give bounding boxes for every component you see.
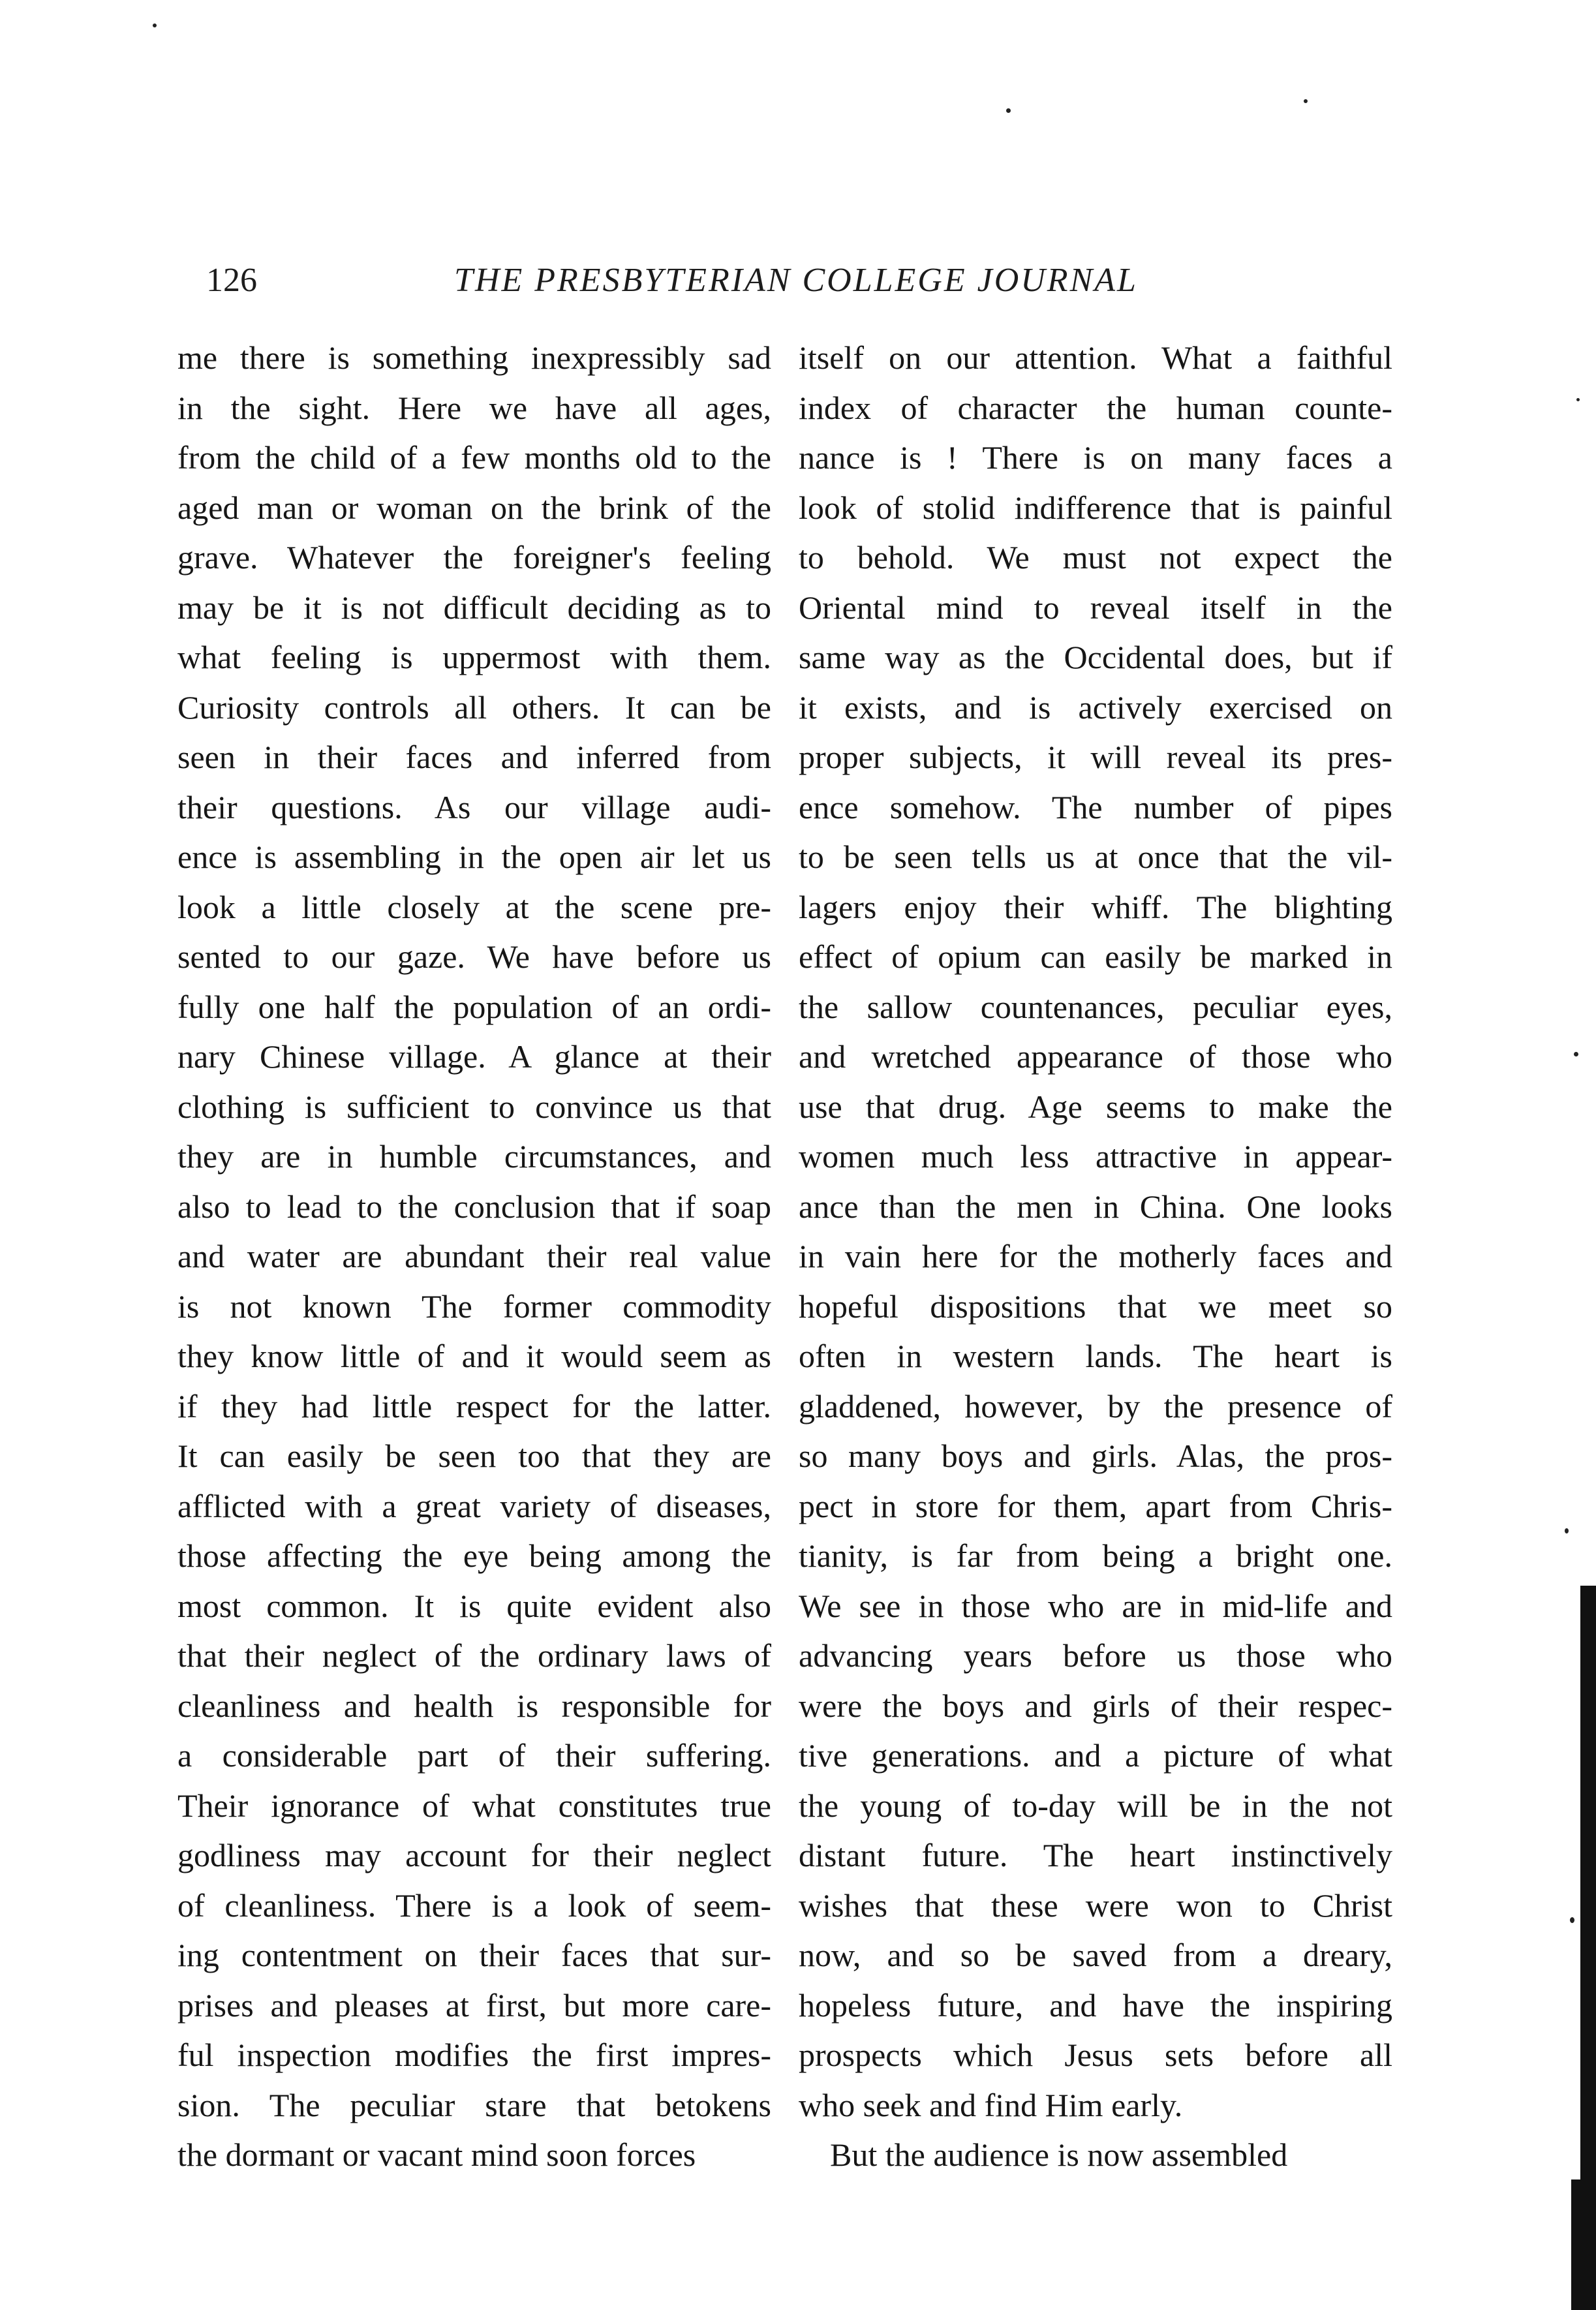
text-line: aged man or woman on the brink of the <box>177 489 771 526</box>
right-text-column <box>799 333 1392 2180</box>
text-line: Curiosity controls all others. It can be <box>177 688 771 726</box>
text-line: so many boys and girls. Alas, the pros- <box>799 1438 1392 1474</box>
text-line: their questions. As our village audi- <box>177 788 771 825</box>
text-line: nary Chinese village. A glance at their <box>177 1038 771 1075</box>
text-line: ful inspection modifies the first impres- <box>177 2037 771 2073</box>
text-line: index of character the human counte- <box>799 389 1392 426</box>
text-line: tianity, is far from being a bright one. <box>799 1537 1392 1574</box>
text-line: also to lead to the conclusion that if soap <box>177 1188 771 1225</box>
text-line: We see in those who are in mid-life and <box>799 1587 1392 1624</box>
text-line: sion. The peculiar stare that betokens <box>177 2086 771 2123</box>
text-line: tive generations. and a picture of what <box>799 1737 1392 1774</box>
scan-speck <box>1574 1052 1578 1056</box>
text-line: ing contentment on their faces that sur- <box>177 1937 771 1973</box>
scan-speck <box>153 23 157 27</box>
text-line: if they had little respect for the latter. <box>177 1387 771 1424</box>
text-line: ence somehow. The number of pipes <box>799 788 1392 825</box>
scan-edge-bar <box>1580 1586 1596 2310</box>
text-line: in vain here for the motherly faces and <box>799 1238 1392 1274</box>
scan-speck <box>1304 99 1308 103</box>
text-line: who seek and find Him early. <box>799 2086 1183 2123</box>
text-line: proper subjects, it will reveal its pres- <box>799 739 1392 775</box>
text-line: effect of opium can easily be marked in <box>799 938 1392 975</box>
text-line: same way as the Occidental does, but if <box>799 639 1392 675</box>
text-line: wishes that these were won to Christ <box>799 1886 1392 1924</box>
text-line: they are in humble circumstances, and <box>177 1138 771 1175</box>
text-line: pect in store for them, apart from Chris- <box>799 1487 1392 1524</box>
text-line: now, and so be saved from a dreary, <box>799 1937 1392 1973</box>
text-line: women much less attractive in appear- <box>799 1138 1392 1175</box>
text-line: it exists, and is actively exercised on <box>799 688 1392 726</box>
text-line: may be it is not difficult deciding as to <box>177 589 771 626</box>
text-line: they know little of and it would seem as <box>177 1338 771 1374</box>
text-line: seen in their faces and inferred from <box>177 739 771 775</box>
text-line: prises and pleases at first, but more care- <box>177 1986 771 2024</box>
text-line: But the audience is now assembled <box>830 2136 1288 2173</box>
text-line: prospects which Jesus sets before all <box>799 2037 1392 2073</box>
text-line: of cleanliness. There is a look of seem- <box>177 1886 771 1924</box>
scan-speck <box>1576 398 1580 401</box>
scan-speck <box>1006 108 1011 113</box>
text-line: use that drug. Age seems to make the <box>799 1088 1392 1125</box>
text-line: advancing years before us those who <box>799 1637 1392 1674</box>
text-line: hopeful dispositions that we meet so <box>799 1287 1392 1325</box>
text-line: often in western lands. The heart is <box>799 1338 1392 1374</box>
text-line: Their ignorance of what constitutes true <box>177 1787 771 1824</box>
text-line: itself on our attention. What a faithful <box>799 339 1392 376</box>
text-line: in the sight. Here we have all ages, <box>177 389 771 426</box>
text-line: hopeless future, and have the inspiring <box>799 1986 1392 2024</box>
text-line: lagers enjoy their whiff. The blighting <box>799 888 1392 925</box>
text-line: is not known The former commodity <box>177 1287 771 1325</box>
text-line: to be seen tells us at once that the vil- <box>799 839 1392 875</box>
text-line: me there is something inexpressibly sad <box>177 339 771 376</box>
page-number: 126 <box>206 262 257 299</box>
text-line: nance is ! There is on many faces a <box>799 439 1392 476</box>
running-title: THE PRESBYTERIAN COLLEGE JOURNAL <box>454 262 1138 299</box>
left-text-column <box>177 333 771 2180</box>
text-line: a considerable part of their suffering. <box>177 1737 771 1774</box>
text-line: were the boys and girls of their respec- <box>799 1687 1392 1724</box>
text-line: afflicted with a great variety of diseases, <box>177 1487 771 1524</box>
text-line: cleanliness and health is responsible for <box>177 1687 771 1724</box>
text-line: those affecting the eye being among the <box>177 1537 771 1574</box>
text-line: It can easily be seen too that they are <box>177 1438 771 1474</box>
scan-edge-bar <box>1571 2179 1582 2310</box>
text-line: to behold. We must not expect the <box>799 539 1392 576</box>
scan-speck <box>1565 1528 1569 1533</box>
scan-speck <box>1570 1917 1574 1923</box>
text-line: that their neglect of the ordinary laws of <box>177 1637 771 1674</box>
text-line: look a little closely at the scene pre- <box>177 888 771 925</box>
text-line: grave. Whatever the foreigner's feeling <box>177 539 771 576</box>
text-line: distant future. The heart instinctively <box>799 1837 1392 1873</box>
text-line: look of stolid indifference that is painful <box>799 489 1392 526</box>
text-line: Oriental mind to reveal itself in the <box>799 589 1392 626</box>
text-line: and wretched appearance of those who <box>799 1038 1392 1075</box>
text-line: the sallow countenances, peculiar eyes, <box>799 988 1392 1025</box>
text-line: what feeling is uppermost with them. <box>177 639 771 675</box>
text-line: gladdened, however, by the presence of <box>799 1387 1392 1424</box>
text-line: the dormant or vacant mind soon forces <box>177 2136 696 2173</box>
text-line: ence is assembling in the open air let us <box>177 839 771 875</box>
text-line: most common. It is quite evident also <box>177 1587 771 1624</box>
text-line: ance than the men in China. One looks <box>799 1188 1392 1225</box>
text-line: the young of to-day will be in the not <box>799 1787 1392 1824</box>
text-line: godliness may account for their neglect <box>177 1837 771 1873</box>
text-line: clothing is sufficient to convince us that <box>177 1088 771 1125</box>
text-line: fully one half the population of an ordi- <box>177 988 771 1025</box>
text-line: and water are abundant their real value <box>177 1238 771 1274</box>
text-line: from the child of a few months old to the <box>177 439 771 476</box>
text-line: sented to our gaze. We have before us <box>177 938 771 975</box>
